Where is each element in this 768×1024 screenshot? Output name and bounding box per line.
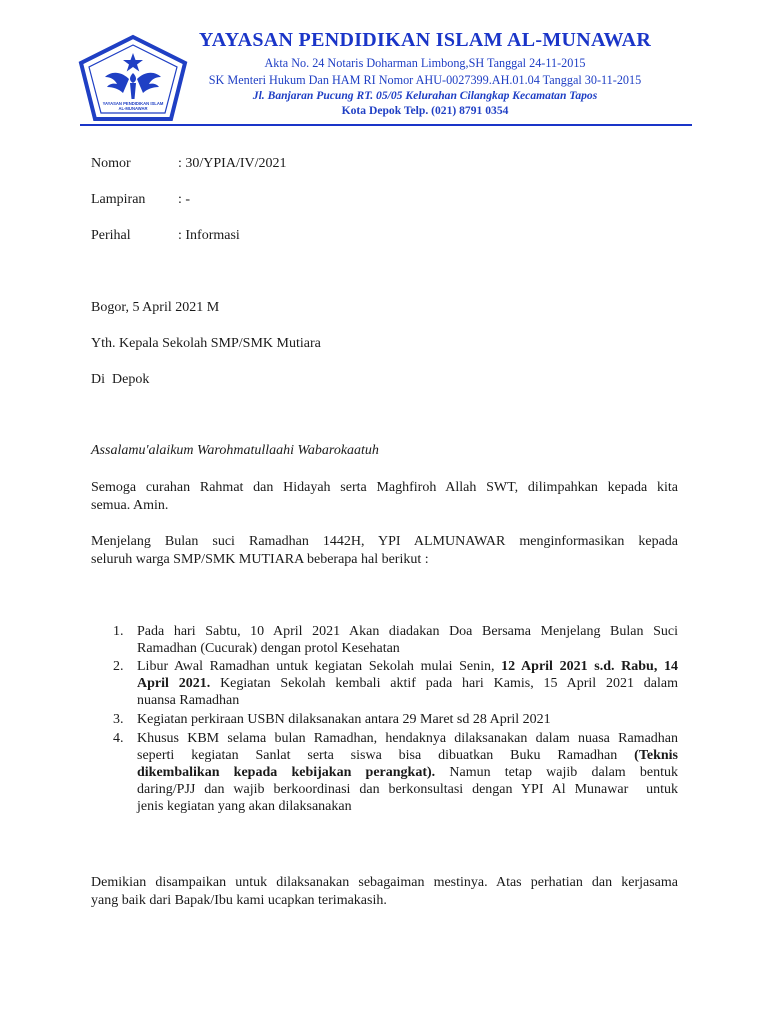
- foundation-logo: [77, 33, 189, 123]
- list-item-4-line2-text: seperti kegiatan Sanlat serta siswa bisa dibuatkan Buku Ramadhan: [137, 748, 635, 763]
- logo-text-line1: YAYASAN PENDIDIKAN ISLAM: [102, 101, 164, 106]
- list-item-4-line4: daring/PJJ dan wajib berkoordinasi dan berkonsultasi dengan YPI Al Munawar untuk: [137, 782, 678, 797]
- list-item-4: [137, 730, 678, 815]
- paragraph-opening: [91, 479, 678, 515]
- paragraph-closing: [91, 874, 678, 910]
- paragraph-closing-line2: yang baik dari Bapak/Ibu kami ucapkan terimakasih.: [91, 893, 387, 908]
- letterhead-divider: [80, 124, 692, 126]
- paragraph-intro: [91, 533, 678, 569]
- list-item-4-line3: [137, 764, 678, 781]
- paragraph-opening-line1: Semoga curahan Rahmat dan Hidayah serta Maghfiroh Allah SWT, dilimpahkan kepada kita: [91, 480, 678, 495]
- paragraph-intro-line2: seluruh warga SMP/SMK MUTIARA beberapa hal berikut :: [91, 552, 429, 567]
- paragraph-intro-line1: Menjelang Bulan suci Ramadhan 1442H, YPI ALMUNAWAR menginformasikan kepada: [91, 534, 678, 549]
- list-item-2-line1-text: Libur Awal Ramadhan untuk kegiatan Sekolah mulai Senin,: [137, 659, 502, 674]
- salutation: Assalamu'alaikum Warohmatullaahi Wabarokaatuh: [91, 443, 379, 458]
- recipient: Yth. Kepala Sekolah SMP/SMK Mutiara: [91, 336, 321, 351]
- list-item-2-line2-bold: April 2021.: [137, 676, 211, 691]
- lampiran-value: : -: [178, 192, 191, 207]
- decree-info: SK Menteri Hukum Dan HAM RI Nomor AHU-0027399.AH.01.04 Tanggal 30-11-2015: [208, 73, 642, 87]
- list-item-2-line2-text: Kegiatan Sekolah kembali aktif pada hari Kamis, 15 April 2021 dalam: [210, 676, 679, 691]
- nomor-label: Nomor: [91, 156, 131, 171]
- list-item-4-line1: Khusus KBM selama bulan Ramadhan, hendaknya dilaksanakan dalam nuasa Ramadhan: [137, 731, 678, 746]
- perihal-label: Perihal: [91, 228, 131, 243]
- paragraph-opening-line2: semua. Amin.: [91, 498, 169, 513]
- logo-text-line2: AL-MUNAWAR: [118, 106, 148, 111]
- city-phone: Kota Depok Telp. (021) 8791 0354: [341, 104, 509, 117]
- paragraph-closing-line1: Demikian disampaikan untuk dilaksanakan sebagaiman mestinya. Atas perhatian dan kerjasama: [91, 875, 678, 890]
- list-item-2-line1: [137, 658, 678, 675]
- list-item-3-line1: Kegiatan perkiraan USBN dilaksanakan antara 29 Maret sd 28 April 2021: [137, 712, 551, 727]
- list-item-2-line2: [137, 675, 678, 692]
- list-item-number: 4.: [113, 731, 124, 746]
- date-line: Bogor, 5 April 2021 M: [91, 300, 220, 315]
- list-item-4-line5: jenis kegiatan yang akan dilaksanakan: [137, 799, 352, 814]
- list-item-2-line1-bold: 12 April 2021 s.d. Rabu, 14: [501, 659, 678, 674]
- list-item-4-line2: [137, 747, 678, 764]
- list-item-number: 2.: [113, 659, 124, 674]
- list-item-1: [137, 623, 678, 657]
- nomor-value: : 30/YPIA/IV/2021: [178, 156, 287, 171]
- list-item-number: 3.: [113, 712, 124, 727]
- list-item-2-line3: nuansa Ramadhan: [137, 693, 240, 708]
- list-item-4-line3-text: Namun tetap wajib dalam bentuk: [435, 765, 678, 780]
- list-item-1-line2: Ramadhan (Cucurak) dengan protol Kesehatan: [137, 641, 400, 656]
- list-item-2: [137, 658, 678, 709]
- list-item-4-line2-bold: (Teknis: [634, 748, 678, 763]
- list-item-number: 1.: [113, 624, 124, 639]
- list-item-1-line1: Pada hari Sabtu, 10 April 2021 Akan diadakan Doa Bersama Menjelang Bulan Suci: [137, 624, 678, 639]
- list-item-4-line3-bold: dikembalikan kepada kebijakan perangkat).: [137, 765, 436, 780]
- deed-info: Akta No. 24 Notaris Doharman Limbong,SH Tanggal 24-11-2015: [264, 56, 586, 70]
- perihal-value: : Informasi: [178, 228, 240, 243]
- recipient-location: Di Depok: [91, 372, 150, 387]
- lampiran-label: Lampiran: [91, 192, 146, 207]
- address: Jl. Banjaran Pucung RT. 05/05 Kelurahan Cilangkap Kecamatan Tapos: [252, 89, 598, 102]
- list-item-3: [137, 711, 678, 728]
- organization-name: YAYASAN PENDIDIKAN ISLAM AL-MUNAWAR: [198, 29, 652, 51]
